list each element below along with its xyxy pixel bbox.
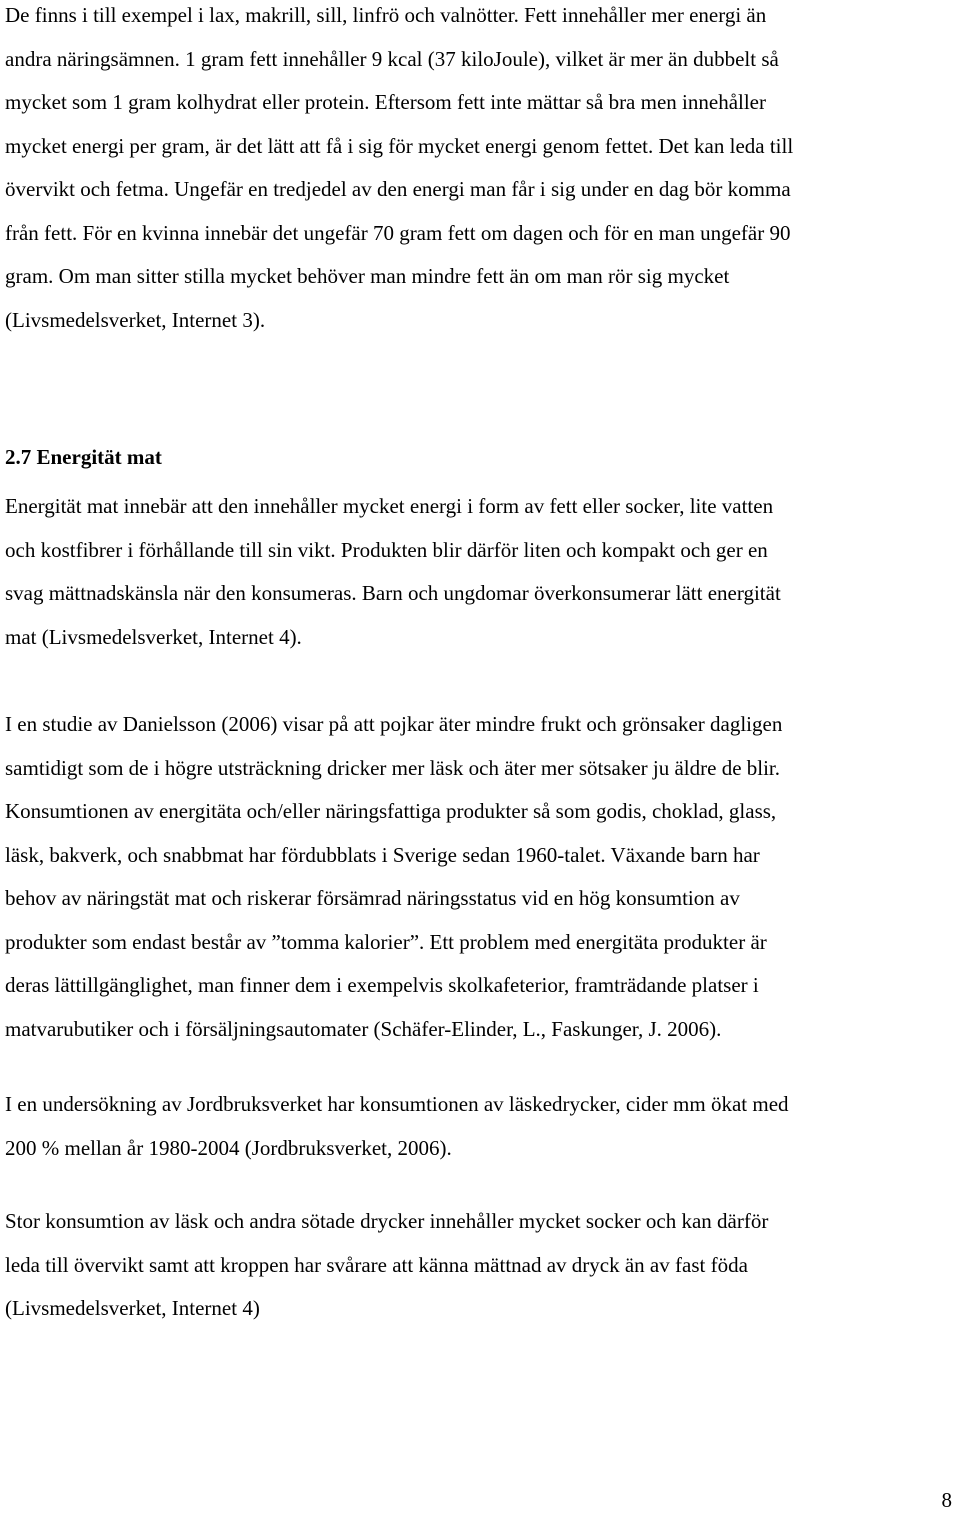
paragraph-danielsson-study: I en studie av Danielsson (2006) visar på att pojkar äter mindre frukt och grönsaker dagligen samtidigt som de i högre utsträckning dricker mer läsk och äter mer sötsaker ju äldre de blir. Konsumtionen av energitäta och/eller näringsfattiga produkter så som godis, choklad, glass, läsk, bakverk, och snabbmat har fördubblats i Sverige sedan 1960-talet. Växande barn har behov av näringstät mat och riskerar försämrad näringsstatus vid en hög konsumtion av produkter som endast består av ”tomma kalorier”. Ett problem med energitäta produkter är deras lättillgänglighet, man finner dem i exempelvis skolkafeterior, framträdande platser i matvarubutiker och i försäljningsautomater (Schäfer-Elinder, L., Faskunger, J. 2006). (5, 712, 783, 1041)
paragraph-energy-dense-food: Energität mat innebär att den innehåller mycket energi i form av fett eller socker, lite vatten och kostfibrer i förhållande till sin vikt. Produkten blir därför liten och kompakt och ger en svag mättnadskänsla när den konsumeras. Barn och ungdomar överkonsumerar lätt energität mat (Livsmedelsverket, Internet 4). (5, 494, 781, 649)
paragraph-fat-energy: De finns i till exempel i lax, makrill, sill, linfrö och valnötter. Fett innehåller mer energi än andra näringsämnen. 1 gram fett innehåller 9 kcal (37 kiloJoule), vilket är mer än dubbelt så mycket som 1 gram kolhydrat eller protein. Eftersom fett inte mättar så bra men innehåller mycket energi per gram, är det lätt att få i sig för mycket energi genom fettet. Det kan leda till övervikt och fetma. Ungefär en tredjedel av den energi man får i sig under en dag bör komma från fett. För en kvinna innebär det ungefär 70 gram fett om dagen och för en man ungefär 90 gram. Om man sitter stilla mycket behöver man mindre fett än om man rör sig mycket (Livsmedelsverket, Internet 3). (5, 3, 794, 332)
paragraph-sweet-drinks: Stor konsumtion av läsk och andra sötade drycker innehåller mycket socker och kan därför leda till övervikt samt att kroppen har svårare att känna mättnad av dryck än av fast föda (Livsmedelsverket, Internet 4) (5, 1209, 769, 1320)
section-heading: 2.7 Energität mat (5, 445, 162, 469)
paragraph-jordbruksverket: I en undersökning av Jordbruksverket har konsumtionen av läskedrycker, cider mm ökat med 200 % mellan år 1980-2004 (Jordbruksverket, 2006). (5, 1092, 789, 1160)
page-number: 8 (941, 1488, 952, 1512)
